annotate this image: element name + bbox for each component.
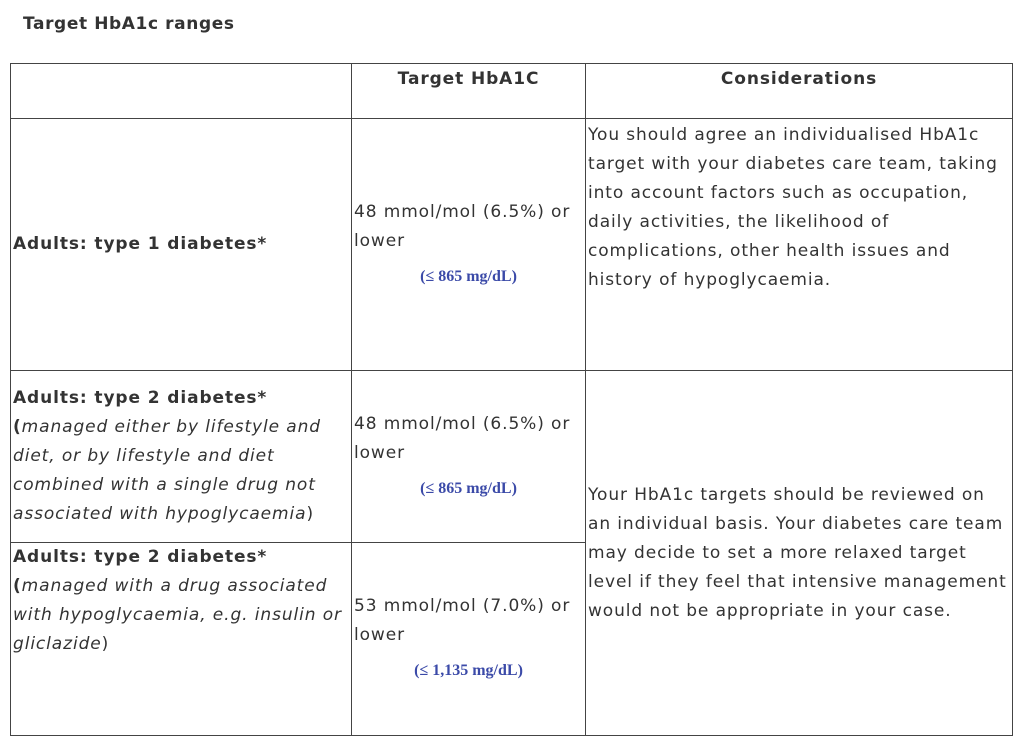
row-label-cell xyxy=(11,543,352,736)
row-label-cell xyxy=(11,371,352,543)
considerations-cell xyxy=(586,119,1013,371)
mgdl-value: (≤ 865 mg/dL) xyxy=(420,267,517,285)
considerations-cell xyxy=(586,371,1013,736)
row-label-note: managed either by lifestyle and diet, or by lifestyle and diet combined with a single drug not associated with hypoglycaemia xyxy=(13,417,321,524)
target-cell xyxy=(352,371,586,543)
row-label-note: managed with a drug associated with hypoglycaemia, e.g. insulin or gliclazide xyxy=(13,576,342,654)
target-value: 48 mmol/mol (6.5%) or lower xyxy=(354,201,571,251)
note-close-paren: ) xyxy=(306,504,314,524)
hba1c-targets-table xyxy=(10,63,1013,736)
table-header-row xyxy=(11,64,1013,119)
note-open-paren: ( xyxy=(13,576,22,596)
note-close-paren: ) xyxy=(101,634,110,654)
target-value: 53 mmol/mol (7.0%) or lower xyxy=(354,596,571,645)
considerations-text: Your HbA1c targets should be reviewed on an individual basis. Your diabetes care team may decide to set a more relaxed target level if they feel that intensive management would not be appropriate in your case. xyxy=(588,484,1007,621)
considerations-text: You should agree an individualised HbA1c target with your diabetes care team, taking into account factors such as occupation, daily activities, the likelihood of complications, other health issues and history of hypoglycaemia. xyxy=(588,125,998,290)
target-value: 48 mmol/mol (6.5%) or lower xyxy=(354,413,571,463)
mgdl-value: (≤ 1,135 mg/dL) xyxy=(414,662,523,679)
target-cell xyxy=(352,119,586,371)
page-title: Target HbA1c ranges xyxy=(23,14,235,34)
row-label: Adults: type 1 diabetes* xyxy=(13,234,268,254)
target-cell xyxy=(352,543,586,736)
mgdl-value: (≤ 865 mg/dL) xyxy=(420,479,517,497)
row-label-cell xyxy=(11,119,352,371)
table-row xyxy=(11,371,1013,543)
header-target: Target HbA1C xyxy=(352,64,586,119)
row-label: Adults: type 2 diabetes* xyxy=(13,547,268,567)
table-row xyxy=(11,119,1013,371)
header-considerations: Considerations xyxy=(586,64,1013,119)
note-open-paren: ( xyxy=(13,417,22,437)
header-blank xyxy=(11,64,352,119)
row-label: Adults: type 2 diabetes* xyxy=(13,388,268,408)
